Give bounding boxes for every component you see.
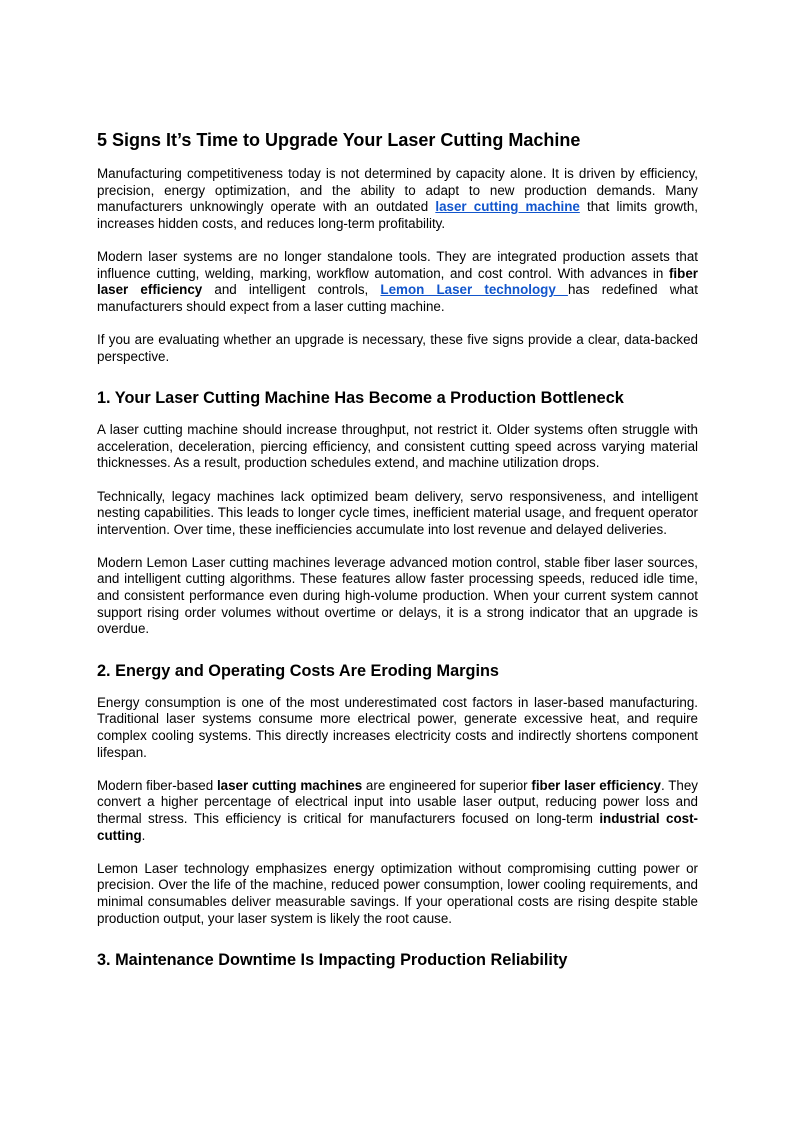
section-1-paragraph-1: A laser cutting machine should increase throughput, not restrict it. Older systems often struggle with acceleration, deceleration, piercing efficiency, and consistent cutting speed across varying material thicknesses. As a result, production schedules extend, and machine utilization drops. bbox=[97, 422, 698, 471]
section-2-heading: 2. Energy and Operating Costs Are Eroding Margins bbox=[97, 661, 499, 680]
intro-paragraph-2 bbox=[97, 249, 698, 315]
section-2-paragraph-2 bbox=[97, 778, 698, 844]
body-text: Modern fiber-based bbox=[97, 777, 217, 793]
intro-paragraph-3: If you are evaluating whether an upgrade is necessary, these five signs provide a clear, data-backed perspective. bbox=[97, 331, 698, 364]
document-page bbox=[97, 128, 698, 984]
lemon-laser-technology-link[interactable]: Lemon Laser technology bbox=[380, 282, 568, 298]
section-1-heading: 1. Your Laser Cutting Machine Has Become a Production Bottleneck bbox=[97, 389, 624, 408]
body-text: are engineered for superior bbox=[362, 777, 532, 793]
section-3-heading: 3. Maintenance Downtime Is Impacting Production Reliability bbox=[97, 951, 568, 970]
bold-text: fiber laser efficiency bbox=[531, 777, 661, 793]
section-2-paragraph-3: Lemon Laser technology emphasizes energy optimization without compromising cutting power or precision. Over the life of the machine, reduced power consumption, lower cooling requirements, and minimal consumables deliver measurable savings. If your operational costs are rising despite stable production output, your laser system is likely the root cause. bbox=[97, 860, 698, 926]
intro-text: Manufacturing competitiveness today is not determined by capacity alone. It is driven by efficiency, precision, energy optimization, and the ability to adapt to new production demands. Many manufacturers unknowingly operate with an outdated bbox=[97, 166, 698, 215]
intro-text: Modern laser systems are no longer standalone tools. They are integrated production assets that influence cutting, welding, marking, workflow automation, and cost control. With advances in bbox=[97, 248, 698, 281]
intro-text: and intelligent controls, bbox=[202, 282, 381, 298]
laser-cutting-machine-link[interactable]: laser cutting machine bbox=[435, 199, 580, 215]
bold-text: laser cutting machines bbox=[216, 777, 363, 793]
body-text: . bbox=[141, 827, 146, 843]
bold-text: industrial cost-cutting bbox=[97, 811, 698, 843]
bold-text: fiber laser efficiency bbox=[97, 265, 698, 298]
section-1-paragraph-3: Modern Lemon Laser cutting machines leverage advanced motion control, stable fiber laser sources, and intelligent cutting algorithms. These features allow faster processing speeds, reduced idle time, and consistent performance even during high-volume production. When your current system cannot support rising order volumes without overtime or delays, it is a strong indicator that an upgrade is overdue. bbox=[97, 554, 698, 637]
intro-text: that limits growth, increases hidden costs, and reduces long-term profitability. bbox=[97, 199, 698, 231]
intro-paragraph-1 bbox=[97, 166, 698, 232]
intro-text: has redefined what manufacturers should expect from a laser cutting machine. bbox=[97, 282, 698, 314]
body-text: . They convert a higher percentage of electrical input into usable laser output, reducing power loss and thermal stress. This efficiency is critical for manufacturers focused on long-term bbox=[97, 777, 698, 826]
section-2-paragraph-1: Energy consumption is one of the most underestimated cost factors in laser-based manufacturing. Traditional laser systems consume more electrical power, generate excessive heat, and require complex cooling systems. This directly increases electricity costs and indirectly shortens component lifespan. bbox=[97, 694, 698, 760]
section-1-paragraph-2: Technically, legacy machines lack optimized beam delivery, servo responsiveness, and intelligent nesting capabilities. This leads to longer cycle times, inefficient material usage, and frequent operator intervention. Over time, these inefficiencies accumulate into lost revenue and delayed deliveries. bbox=[97, 488, 698, 537]
page-title: 5 Signs It’s Time to Upgrade Your Laser Cutting Machine bbox=[97, 130, 581, 150]
